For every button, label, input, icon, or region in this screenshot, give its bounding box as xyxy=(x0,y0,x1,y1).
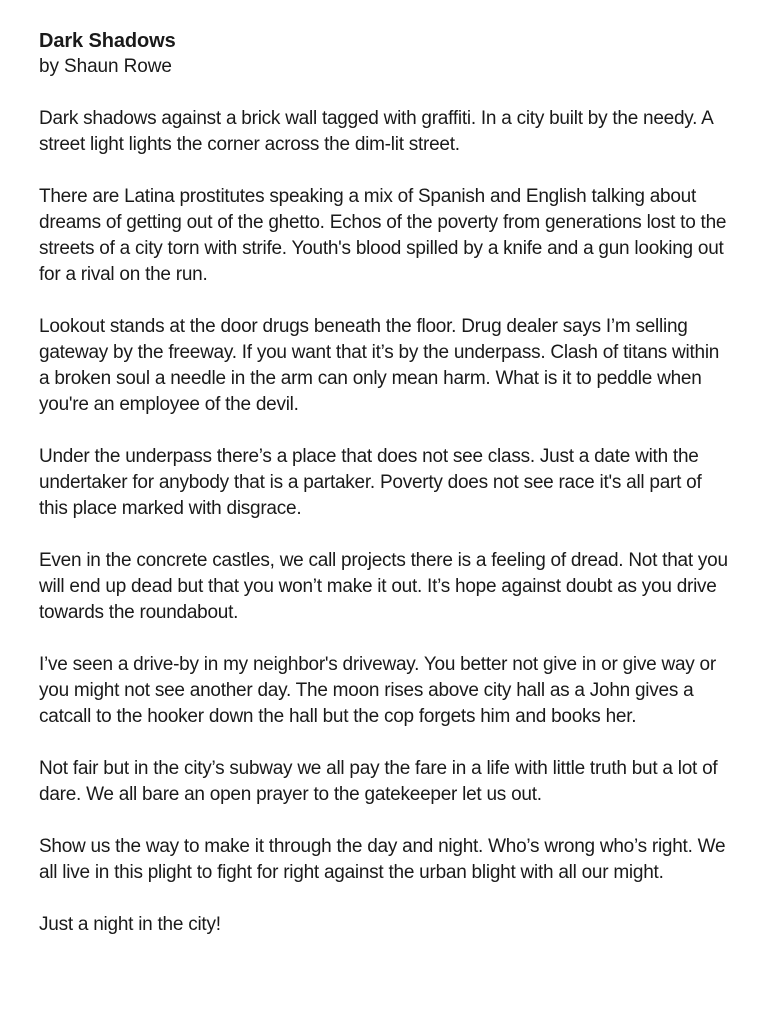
poem-stanza-1: Dark shadows against a brick wall tagged with graffiti. In a city built by the needy. A street light lights the corner across the dim-lit street. xyxy=(39,108,713,155)
poem-stanza-7: Not fair but in the city’s subway we all pay the fare in a life with little truth but a lot of dare. We all bare an open prayer to the gatekeeper let us out. xyxy=(39,758,718,805)
poem-stanza-8: Show us the way to make it through the day and night. Who’s wrong who’s right. We all live in this plight to fight for right against the urban blight with all our might. xyxy=(39,836,726,883)
poem-page xyxy=(39,28,729,938)
poem-stanza-6: I’ve seen a drive-by in my neighbor's driveway. You better not give in or give way or you might not see another day. The moon rises above city hall as a John gives a catcall to the hooker down the hall but the cop forgets him and books her. xyxy=(39,654,716,727)
poem-stanza-3: Lookout stands at the door drugs beneath the floor. Drug dealer says I’m selling gateway by the freeway. If you want that it’s by the underpass. Clash of titans within a broken soul a needle in the arm can only mean harm. What is it to peddle when you're an employee of the devil. xyxy=(39,316,720,415)
poem-stanza-9: Just a night in the city! xyxy=(39,914,221,935)
poem-stanza-4: Under the underpass there’s a place that does not see class. Just a date with the undertaker for anybody that is a partaker. Poverty does not see race it's all part of this place marked with disgrace. xyxy=(39,446,702,519)
poem-stanza-2: There are Latina prostitutes speaking a mix of Spanish and English talking about dreams of getting out of the ghetto. Echos of the poverty from generations lost to the streets of a city torn with strife. Youth's blood spilled by a knife and a gun looking out for a rival on the run. xyxy=(39,186,727,285)
poem-byline: by Shaun Rowe xyxy=(39,56,172,77)
poem-stanza-5: Even in the concrete castles, we call projects there is a feeling of dread. Not that you will end up dead but that you won’t make it out. It’s hope against doubt as you drive towards the roundabout. xyxy=(39,550,728,623)
poem-title: Dark Shadows xyxy=(39,30,176,52)
